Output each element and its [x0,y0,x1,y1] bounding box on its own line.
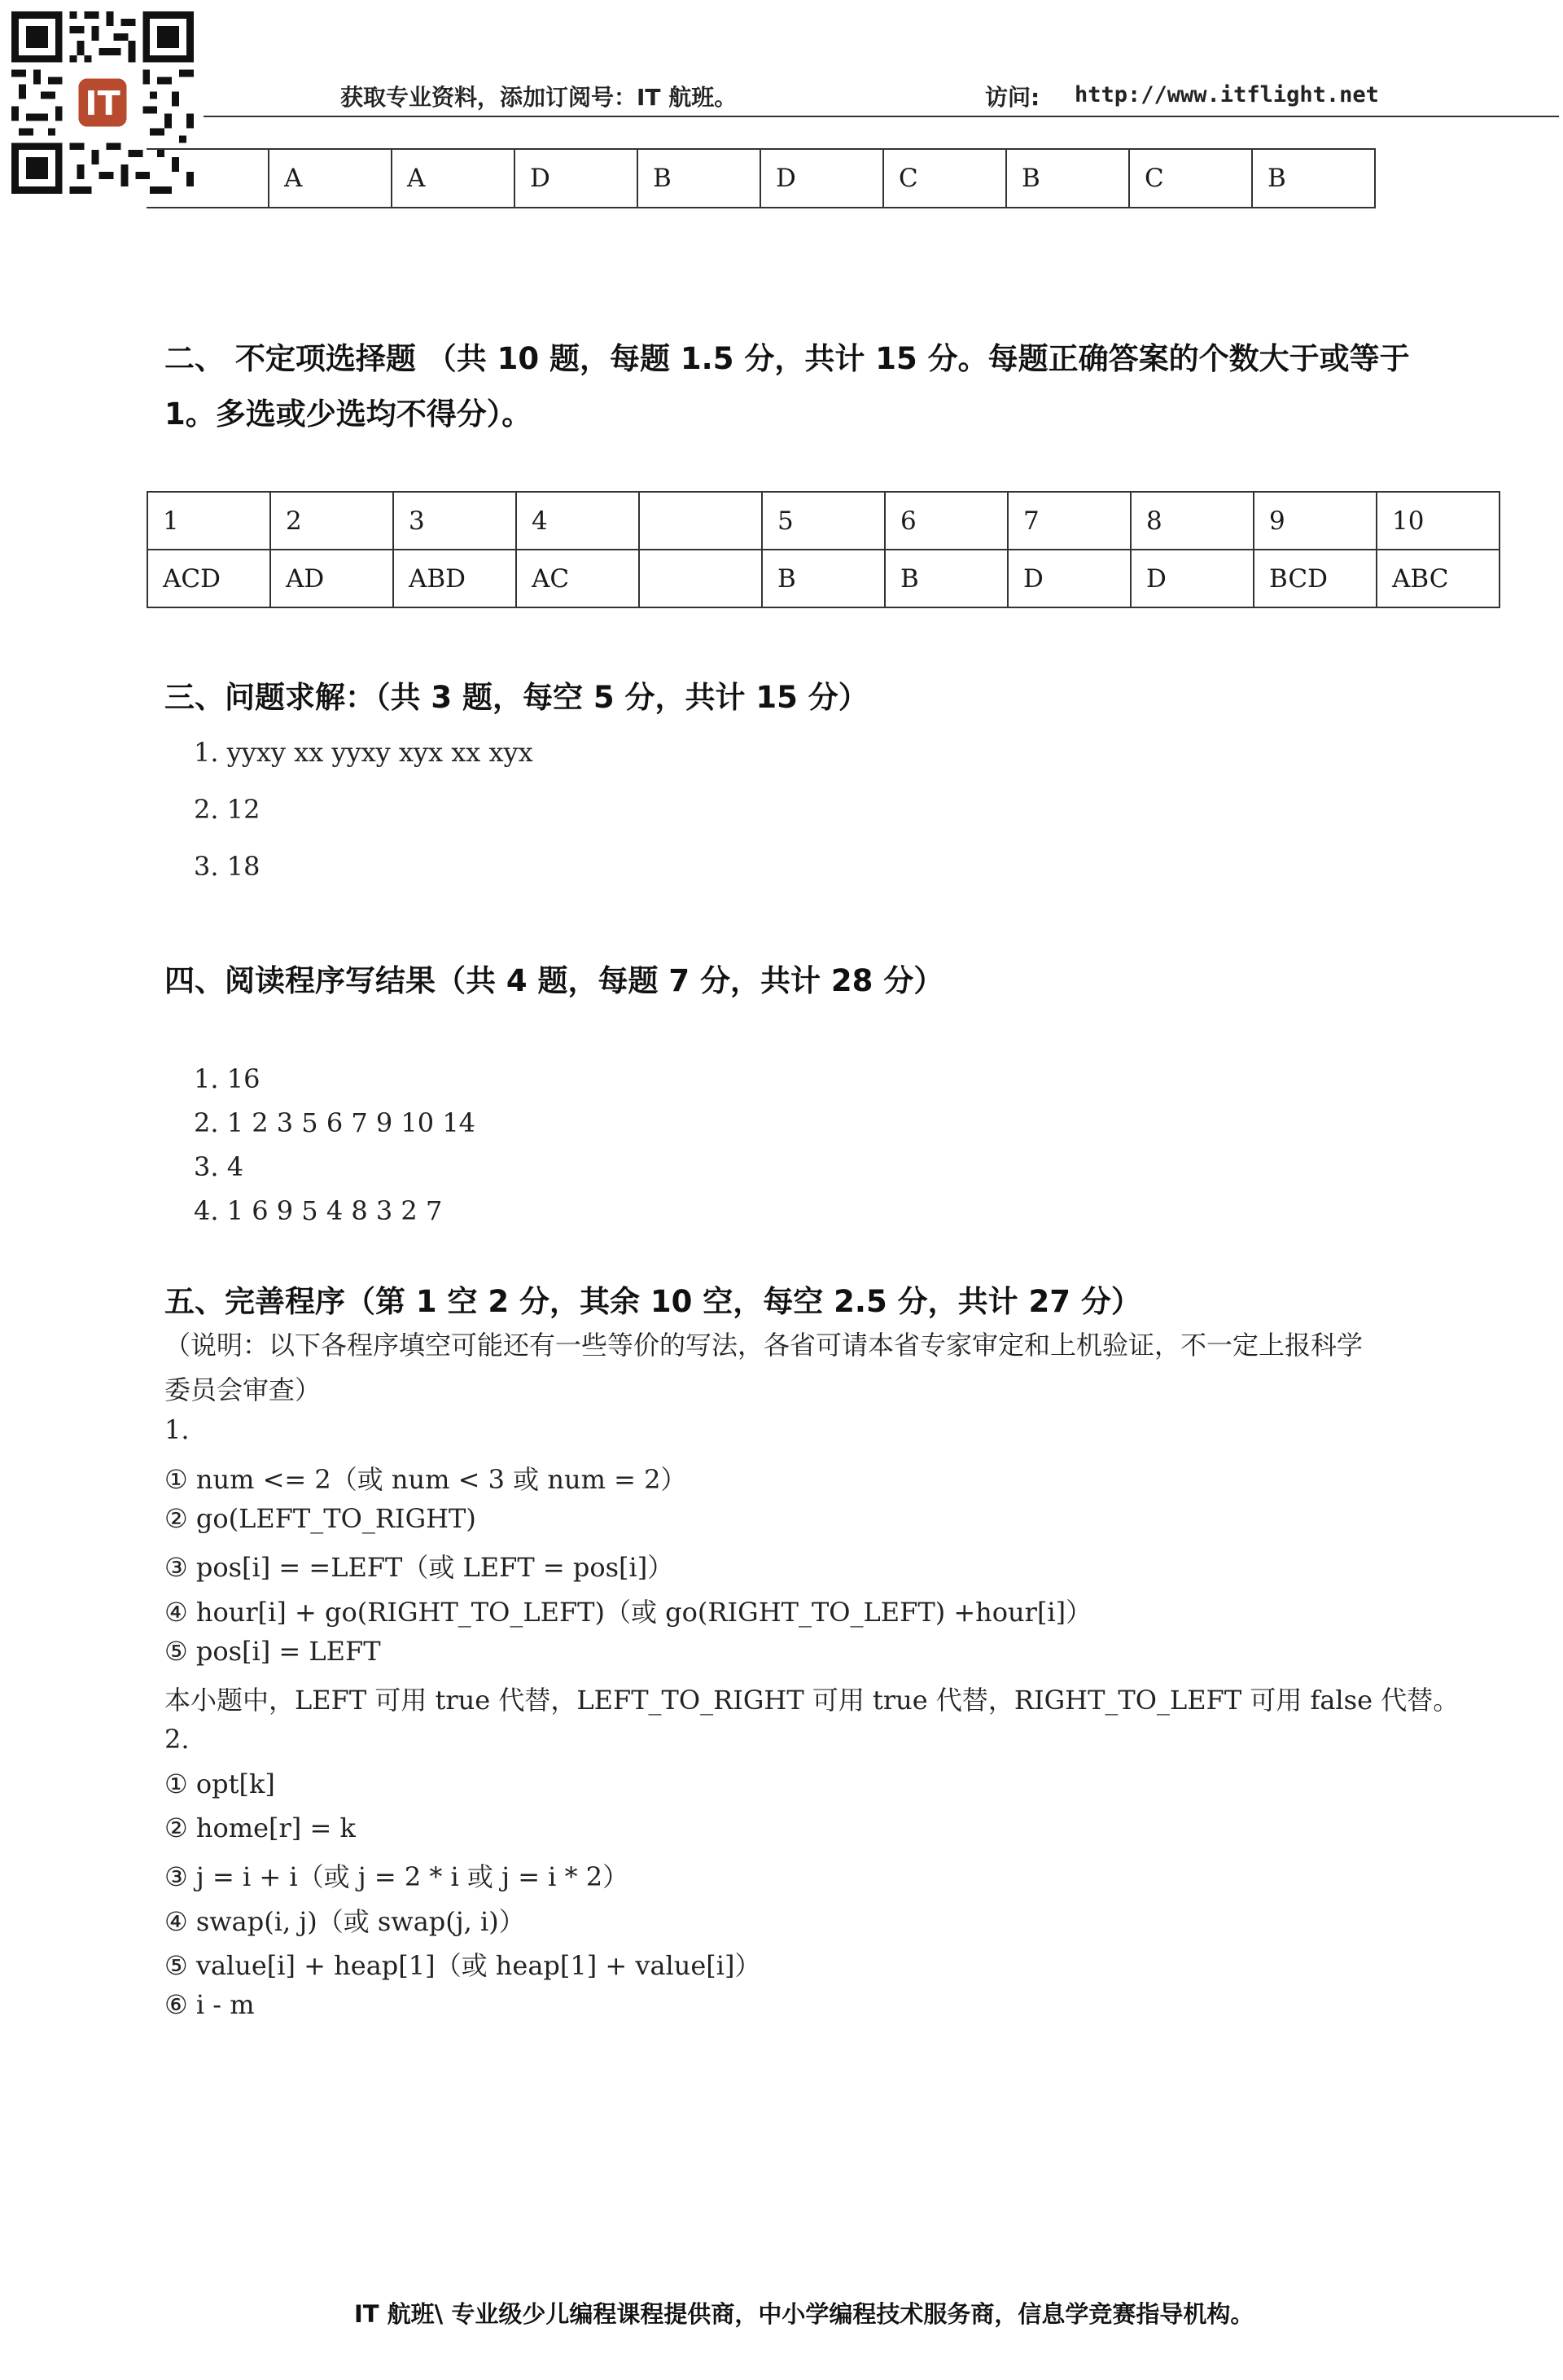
section-title-multiple-choice-cont: 1。多选或少选均不得分）。 [164,397,532,432]
note-text: 本小题中，LEFT 可用 true 代替，LEFT_TO_RIGHT 可用 true 代替，RIGHT_TO_LEFT 可用 false 代替。 [164,1685,1460,1716]
list-item: 2. 12 [194,794,260,825]
table-cell: B [1006,149,1129,208]
table-cell: D [514,149,637,208]
list-item: ⑤ pos[i] = LEFT [164,1636,381,1667]
table-cell: D [1008,550,1131,607]
list-item: 2. [164,1724,190,1755]
table-cell: 5 [762,492,885,550]
list-item: 1. yyxy xx yyxy xyx xx xyx [194,737,533,768]
table-cell: 7 [1008,492,1131,550]
list-item: ④ hour[i] + go(RIGHT_TO_LEFT)（或 go(RIGHT_TO_LEFT) +hour[i]） [164,1597,1092,1628]
list-item: ⑤ value[i] + heap[1]（或 heap[1] + value[i]） [164,1950,761,1981]
page-footer: IT 航班\ 专业级少儿编程课程提供商，中小学编程技术服务商，信息学竞赛指导机构。 [354,2300,1254,2328]
table-cell: 9 [1254,492,1377,550]
table-cell: D [1131,550,1254,607]
list-item: ③ pos[i] = =LEFT（或 LEFT = pos[i]） [164,1552,674,1583]
list-item: 4. 1 6 9 5 4 8 3 2 7 [194,1195,443,1226]
list-item: 3. 18 [194,851,260,882]
table-cell: A [269,149,392,208]
table-cell: 3 [393,492,516,550]
table-row [147,149,1375,208]
list-item: 1. 16 [194,1063,260,1094]
answer-table-multiple-choice [147,491,1500,608]
header-visit-label: 访问: [985,84,1040,111]
list-item: ④ swap(i, j)（或 swap(j, i)） [164,1906,525,1937]
table-cell: 1 [147,492,270,550]
table-cell [639,492,762,550]
table-cell: ABC [1377,550,1500,607]
table-row-answers [147,550,1500,607]
table-row-numbers [147,492,1500,550]
table-cell: D [760,149,883,208]
table-cell: BCD [1254,550,1377,607]
list-item: 2. 1 2 3 5 6 7 9 10 14 [194,1107,476,1138]
note-text: 委员会审查） [164,1374,322,1405]
table-cell: 8 [1131,492,1254,550]
table-cell: 10 [1377,492,1500,550]
table-cell: B [762,550,885,607]
table-cell: C [1129,149,1252,208]
table-cell: B [885,550,1008,607]
table-cell: B [637,149,760,208]
list-item: ① num <= 2（或 num < 3 或 num = 2） [164,1464,687,1495]
table-cell [639,550,762,607]
list-item: ② home[r] = k [164,1812,356,1843]
answer-table-single-choice [147,148,1376,208]
section-title-problem-solving: 三、问题求解：（共 3 题，每空 5 分，共计 15 分） [164,680,869,715]
qr-logo-text: IT [85,84,120,124]
table-cell: C [883,149,1006,208]
list-item: ① opt[k] [164,1769,275,1799]
header-subscribe-text: 获取专业资料，添加订阅号：IT 航班。 [340,84,738,111]
section-title-multiple-choice: 二、 不定项选择题 （共 10 题，每题 1.5 分，共计 15 分。每题正确答案的个数大于或等于 [164,341,1410,376]
header-divider [204,116,1559,117]
note-text: （说明：以下各程序填空可能还有一些等价的写法，各省可请本省专家审定和上机验证，不一定上报科学 [164,1330,1364,1361]
table-cell: 4 [516,492,639,550]
table-cell: ABD [393,550,516,607]
table-cell: ACD [147,550,270,607]
header-url-link[interactable]: http://www.itflight.net [1075,82,1379,107]
section-title-complete-program: 五、完善程序（第 1 空 2 分，其余 10 空，每空 2.5 分，共计 27 分） [164,1284,1141,1319]
table-cell: 2 [270,492,393,550]
table-cell: B [1252,149,1375,208]
list-item: ② go(LEFT_TO_RIGHT) [164,1503,476,1534]
table-cell [147,149,269,208]
section-title-read-program: 四、阅读程序写结果（共 4 题，每题 7 分，共计 28 分） [164,963,944,998]
list-item: ⑥ i - m [164,1989,255,2020]
list-item: 1. [164,1414,190,1445]
table-cell: AD [270,550,393,607]
table-cell: AC [516,550,639,607]
table-cell: 6 [885,492,1008,550]
list-item: ③ j = i + i（或 j = 2 * i 或 j = i * 2） [164,1861,629,1892]
table-cell: A [392,149,514,208]
list-item: 3. 4 [194,1151,244,1182]
